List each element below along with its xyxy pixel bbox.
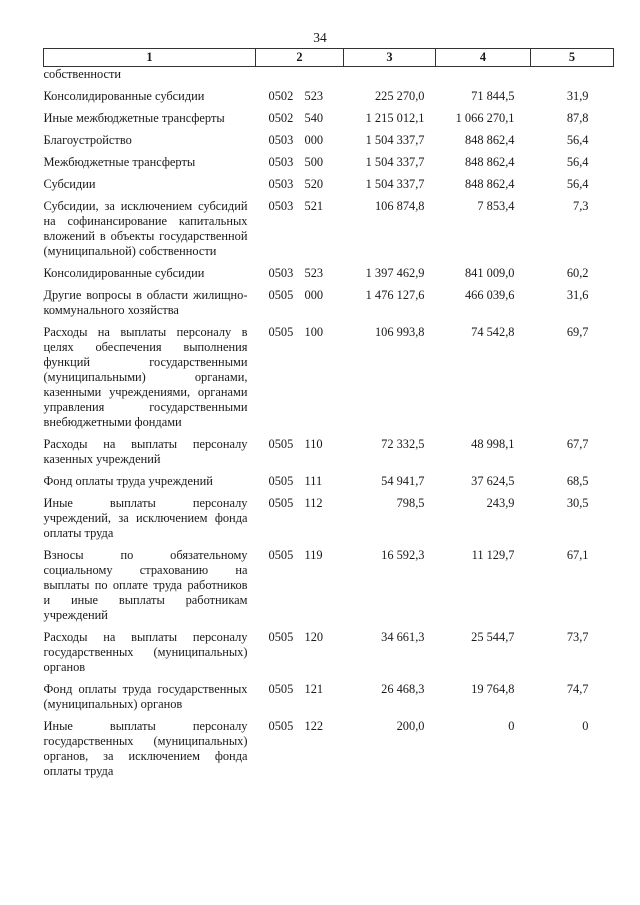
row-section-code: 0502 (268, 89, 294, 103)
row-expense-code: 523 (304, 89, 324, 103)
row-spacer (44, 148, 614, 155)
header-col-4: 4 (436, 49, 531, 67)
row-spacer (44, 467, 614, 474)
row-value-v5: 68,5 (566, 474, 589, 488)
row-value-v3: 798,5 (396, 496, 425, 510)
row-value-v3: 1 504 337,7 (365, 133, 425, 147)
row-section-code: 0503 (268, 177, 294, 191)
row-value-v3: 34 661,3 (381, 630, 425, 644)
row-expense-code: 122 (304, 719, 324, 733)
row-value-v4: 841 009,0 (464, 266, 515, 280)
row-code (256, 288, 344, 318)
row-name: Иные выплаты персоналу государственных (муниципальных) органов, за исключением фонда оплаты труда (43, 719, 248, 778)
row-section-code: 0503 (268, 155, 294, 169)
row-value-v5: 67,7 (566, 437, 589, 451)
row-expense-code: 112 (304, 496, 323, 510)
row-value-v3: 225 270,0 (374, 89, 425, 103)
row-spacer-cell (44, 467, 614, 474)
row-expense-code: 523 (304, 266, 324, 280)
row-code (256, 266, 344, 281)
row-spacer-cell (44, 192, 614, 199)
row-value-v4: 848 862,4 (464, 133, 515, 147)
row-name: Межбюджетные трансферты (43, 155, 196, 169)
row-name: Фонд оплаты труда учреждений (43, 474, 213, 488)
table-row (44, 548, 614, 623)
row-section-code: 0505 (268, 288, 294, 302)
row-name: Фонд оплаты труда государственных (муниципальных) органов (43, 682, 248, 711)
row-code (256, 111, 344, 126)
row-value-v3: 54 941,7 (381, 474, 425, 488)
row-value-v3: 1 504 337,7 (365, 177, 425, 191)
row-code (256, 496, 344, 541)
row-value-v4: 0 (508, 719, 515, 733)
row-spacer (44, 281, 614, 288)
row-value-v4: 74 542,8 (471, 325, 515, 339)
row-name: Иные выплаты персоналу учреждений, за исключением фонда оплаты труда (43, 496, 248, 540)
table-row (44, 133, 614, 148)
row-value-v4 (436, 67, 531, 83)
row-spacer (44, 104, 614, 111)
row-code (256, 474, 344, 489)
row-spacer-cell (44, 430, 614, 437)
row-value-v4: 848 862,4 (464, 155, 515, 169)
row-expense-code: 119 (304, 548, 323, 562)
row-value-v5: 30,5 (566, 496, 589, 510)
row-value-v4: 25 544,7 (471, 630, 515, 644)
row-name: Субсидии (43, 177, 96, 191)
row-value-v5: 7,3 (573, 199, 589, 213)
row-value-v4: 48 998,1 (471, 437, 515, 451)
row-value-v3: 106 874,8 (374, 199, 425, 213)
row-section-code: 0505 (268, 474, 294, 488)
row-value-v3: 1 504 337,7 (365, 155, 425, 169)
row-expense-code: 111 (304, 474, 323, 488)
page-number: 34 (313, 30, 327, 45)
row-value-v4: 466 039,6 (464, 288, 515, 302)
row-expense-code: 000 (304, 288, 324, 302)
row-expense-code: 120 (304, 630, 324, 644)
row-name: Другие вопросы в области жилищно-коммунального хозяйства (43, 288, 248, 317)
row-value-v5: 74,7 (566, 682, 589, 696)
row-expense-code: 110 (304, 437, 323, 451)
row-value-v3: 26 468,3 (381, 682, 425, 696)
header-col-5: 5 (531, 49, 614, 67)
row-code (256, 437, 344, 467)
row-spacer-cell (44, 104, 614, 111)
row-spacer (44, 192, 614, 199)
row-value-v3: 1 397 462,9 (365, 266, 425, 280)
table-row (44, 682, 614, 712)
row-name: Консолидированные субсидии (43, 89, 205, 103)
row-spacer-cell (44, 170, 614, 177)
row-name: Иные межбюджетные трансферты (43, 111, 225, 125)
row-value-v4: 11 129,7 (471, 548, 515, 562)
row-code (256, 133, 344, 148)
row-code (256, 67, 344, 83)
table-row (44, 325, 614, 430)
row-value-v5: 69,7 (566, 325, 589, 339)
header-col-3: 3 (344, 49, 436, 67)
row-name: Субсидии, за исключением субсидий на софинансирование капитальных вложений в объекты государственной (муниципальной) собственности (43, 199, 248, 258)
row-section-code: 0505 (268, 548, 294, 562)
row-expense-code: 520 (304, 177, 324, 191)
row-value-v5: 31,9 (566, 89, 589, 103)
row-expense-code: 100 (304, 325, 324, 339)
row-expense-code: 000 (304, 133, 324, 147)
row-section-code: 0502 (268, 111, 294, 125)
row-spacer-cell (44, 623, 614, 630)
row-spacer-cell (44, 281, 614, 288)
row-value-v5: 31,6 (566, 288, 589, 302)
row-value-v5: 67,1 (566, 548, 589, 562)
row-spacer (44, 712, 614, 719)
row-spacer-cell (44, 148, 614, 155)
row-section-code: 0505 (268, 630, 294, 644)
table-row (44, 199, 614, 259)
row-name: Благоустройство (43, 133, 132, 147)
row-name: Расходы на выплаты персоналу государственных (муниципальных) органов (43, 630, 248, 674)
table-row (44, 266, 614, 281)
row-code (256, 177, 344, 192)
row-expense-code: 521 (304, 199, 324, 213)
table-row (44, 89, 614, 104)
row-value-v5: 87,8 (566, 111, 589, 125)
row-spacer (44, 82, 614, 89)
row-value-v5: 56,4 (566, 133, 589, 147)
row-value-v4: 37 624,5 (471, 474, 515, 488)
row-value-v4: 848 862,4 (464, 177, 515, 191)
row-value-v3: 106 993,8 (374, 325, 425, 339)
row-value-v3: 200,0 (396, 719, 425, 733)
table-header (44, 49, 614, 67)
row-name: Консолидированные субсидии (43, 266, 205, 280)
row-name: Расходы на выплаты персоналу казенных учреждений (43, 437, 248, 466)
row-spacer (44, 623, 614, 630)
row-name: Взносы по обязательному социальному страхованию на выплаты по оплате труда работников и иные выплаты работникам учреждений (43, 548, 248, 622)
row-value-v3: 72 332,5 (381, 437, 425, 451)
row-value-v4: 1 066 270,1 (455, 111, 515, 125)
row-expense-code: 540 (304, 111, 324, 125)
row-expense-code: 121 (304, 682, 324, 696)
table-row (44, 496, 614, 541)
row-value-v5: 60,2 (566, 266, 589, 280)
table-row (44, 630, 614, 675)
table-row (44, 111, 614, 126)
row-spacer (44, 259, 614, 266)
row-spacer-cell (44, 489, 614, 496)
table-row (44, 437, 614, 467)
row-spacer-cell (44, 318, 614, 325)
row-value-v5: 56,4 (566, 177, 589, 191)
row-spacer (44, 318, 614, 325)
row-section-code: 0505 (268, 719, 294, 733)
row-value-v5: 73,7 (566, 630, 589, 644)
row-code (256, 155, 344, 170)
row-spacer (44, 430, 614, 437)
budget-table (43, 48, 614, 779)
header-col-1: 1 (44, 49, 256, 67)
row-spacer (44, 170, 614, 177)
row-name: собственности (43, 67, 122, 81)
row-code (256, 719, 344, 779)
budget-table-container (43, 48, 613, 779)
row-value-v3: 1 215 012,1 (365, 111, 425, 125)
row-value-v5: 56,4 (566, 155, 589, 169)
row-code (256, 548, 344, 623)
row-spacer-cell (44, 126, 614, 133)
row-spacer (44, 126, 614, 133)
row-section-code: 0503 (268, 199, 294, 213)
row-name: Расходы на выплаты персоналу в целях обеспечения выполнения функций государственными (муниципальными) органами, казенными учреждениями, органами управления государственными внебюджетными фондами (43, 325, 248, 429)
row-expense-code: 500 (304, 155, 324, 169)
row-spacer (44, 675, 614, 682)
row-value-v3: 16 592,3 (381, 548, 425, 562)
row-spacer-cell (44, 82, 614, 89)
row-section-code: 0503 (268, 266, 294, 280)
row-spacer-cell (44, 541, 614, 548)
table-row (44, 288, 614, 318)
row-spacer (44, 541, 614, 548)
row-section-code: 0505 (268, 325, 294, 339)
row-value-v3: 1 476 127,6 (365, 288, 425, 302)
row-value-v3 (344, 67, 436, 83)
row-code (256, 682, 344, 712)
row-value-v4: 71 844,5 (471, 89, 515, 103)
row-value-v4: 19 764,8 (471, 682, 515, 696)
row-code (256, 199, 344, 259)
table-row (44, 719, 614, 779)
row-value-v4: 243,9 (486, 496, 515, 510)
row-spacer-cell (44, 712, 614, 719)
row-value-v4: 7 853,4 (477, 199, 515, 213)
row-section-code: 0505 (268, 496, 294, 510)
table-body (44, 67, 614, 780)
row-value-v5: 0 (582, 719, 589, 733)
row-code (256, 89, 344, 104)
table-row (44, 474, 614, 489)
row-code (256, 630, 344, 675)
row-value-v5 (531, 67, 614, 83)
row-section-code: 0505 (268, 682, 294, 696)
row-spacer-cell (44, 675, 614, 682)
row-spacer-cell (44, 259, 614, 266)
row-spacer (44, 489, 614, 496)
table-row (44, 67, 614, 83)
table-row (44, 155, 614, 170)
row-code (256, 325, 344, 430)
row-section-code: 0503 (268, 133, 294, 147)
header-col-2: 2 (256, 49, 344, 67)
table-row (44, 177, 614, 192)
row-section-code: 0505 (268, 437, 294, 451)
